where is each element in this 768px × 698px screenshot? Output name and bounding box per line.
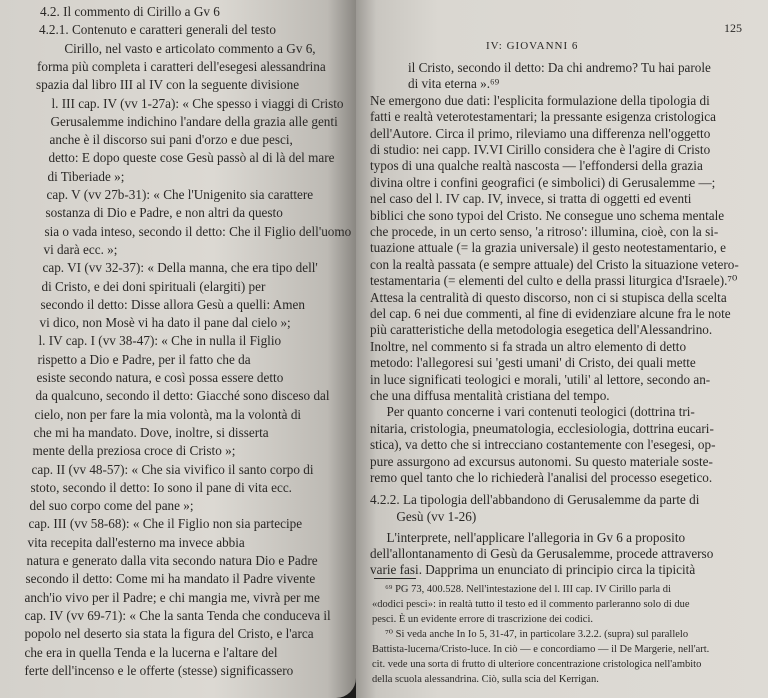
running-head: IV: GIOVANNI 6	[486, 40, 579, 52]
right-text-line: Per quanto concerne i vari contenuti teologici (dottrina tri-	[370, 404, 695, 420]
left-text-line: forma più completa i caratteri dell'esegesi alessandrina	[37, 58, 326, 74]
right-text-line: del cap. 6 nei due commenti, al fine di evidenziare alcune fra le note	[370, 306, 731, 321]
left-text-line: Gerusalemme indichino l'andare della grazia alle genti	[34, 113, 338, 129]
left-text-line: l. IV cap. I (vv 38-47): « Che in nulla il Figlio	[22, 333, 282, 349]
footnote-line: cit. vede una sorta di frutto di ulteriore concentrazione cristologica nell'ambito	[372, 659, 702, 670]
right-text-line: fatti e realtà veterotestamentari; la pressante esigenza cristologica	[370, 109, 717, 125]
right-text-line: più caratteristiche della metodologia esegetica dell'Alessandrino.	[370, 322, 713, 338]
right-text-line: tuazione attuale (= la grazia universale) il gesto neotestamentario, e	[370, 240, 727, 256]
left-text-line: secondo il detto: Come mi ha mandato il Padre vivente	[9, 571, 316, 587]
right-text-line: di vita eterna ».⁶⁹	[408, 76, 500, 92]
section-heading: 4.2.2. La tipologia dell'abbandono di Gerusalemme da parte di	[370, 492, 700, 507]
left-text-line: sia o vada inteso, secondo il detto: Che il Figlio dell'uomo	[28, 223, 352, 239]
left-text-line: l. III cap. IV (vv 1-27a): « Che spesso i viaggi di Cristo	[35, 95, 344, 111]
left-text-line: del suo corpo come del pane »;	[13, 498, 194, 514]
left-text-line: ferte dell'incenso e le offerte (stesse) significassero	[8, 662, 294, 678]
right-text-line: varie fasi. Dapprima un enunciato di principio circa la tipicità	[370, 562, 696, 578]
right-text-line: il Cristo, secondo il detto: Da chi andremo? Tu hai parole	[408, 60, 711, 75]
right-text-line: biblici che sono typoi del Cristo. Ne consegue uno schema mentale	[370, 207, 725, 223]
left-text-line: cap. VI (vv 32-37): « Della manna, che era tipo dell'	[26, 260, 318, 276]
right-text-line: in luce significati teologici e morali, 'utili' al lettore, secondo an-	[370, 371, 711, 387]
right-text-line: testamentaria (= elementi del culto e della prassi liturgica d'Israele).⁷⁰	[370, 273, 738, 289]
page-number: 125	[724, 21, 742, 35]
right-text-line: che procede, in un certo senso, 'a ritroso': illumina, cioè, con la si-	[370, 224, 719, 239]
right-text-line: dell'Autore. Circa il primo, rileviamo una differenza nell'oggetto	[370, 125, 711, 141]
footnote-rule	[374, 578, 416, 579]
footnote-line: della scuola alessandrina. Ciò, sulla scia del Kerrigan.	[372, 674, 599, 685]
left-text-line: secondo il detto: Disse allora Gesù a quelli: Amen	[24, 296, 305, 312]
left-text-line: cielo, non per fare la mia volontà, ma la volontà di	[18, 406, 302, 422]
left-text-line: anch'io vivo per il Padre; e chi mangia me, vivrà per me	[8, 589, 320, 605]
right-text-line: nel caso del l. IV cap. IV, invece, si tratta di oggetti ed eventi	[370, 191, 692, 207]
left-text-line: mente della preziosa croce di Cristo »;	[16, 443, 236, 459]
left-book-page	[0, 0, 356, 698]
right-text-line: metodo: l'allegoresi sui 'gesti umani' di Cristo, dei quali mette	[370, 355, 696, 371]
right-text-line: pure assurgono ad excursus autonomi. Su questo materiale soste-	[370, 453, 713, 469]
right-text-line: Attesa la centralità di questo discorso, non ci si stupisca della scelta	[370, 289, 727, 305]
left-text-line: che era in quella Tenda e la lucerna e l'altare del	[8, 644, 278, 660]
right-text-line: di studio: nei capp. IV.VI Cirillo considera che è l'agire di Cristo	[370, 142, 711, 157]
left-text-line: cap. III (vv 58-68): « Che il Figlio non sia partecipe	[12, 516, 303, 532]
left-text-line: detto: E dopo queste cose Gesù passò al di là del mare	[32, 150, 335, 166]
left-text-line: cap. II (vv 48-57): « Che sia vivifico il santo corpo di	[15, 461, 314, 477]
left-text-line: Cirillo, nel vasto e articolato commento a Gv 6,	[38, 40, 316, 56]
left-text-line: vi dico, non Mosè vi ha dato il pane dal cielo »;	[23, 315, 291, 331]
right-text-line: L'interprete, nell'applicare l'allegoria in Gv 6 a proposito	[370, 530, 686, 545]
left-text-line: vita recepita dall'esterno ma invece abbia	[11, 534, 245, 550]
footnote-line: Battista-lucerna/Cristo-luce. In ciò — e concordiamo — il De Margerie, nell'art.	[372, 644, 710, 655]
left-text-line: 4.2.1. Contenuto e caratteri generali del testo	[39, 22, 276, 38]
left-text-line: di Cristo, e dei doni spirituali (elargiti) per	[25, 278, 266, 294]
left-text-line: 4.2. Il commento di Cirillo a Gv 6	[40, 4, 220, 19]
left-text-line: di Tiberiade »;	[31, 168, 125, 184]
left-text-line: cap. IV (vv 69-71): « Che la santa Tenda che conduceva il	[8, 607, 331, 623]
left-text-line: sostanza di Dio e Padre, e non altri da questo	[29, 205, 283, 221]
left-text-line: natura e generato dalla vita secondo natura Dio e Padre	[10, 553, 318, 568]
right-text-line: typos di una qualche realtà nascosta — l'effondersi della grazia	[370, 158, 703, 174]
left-text-line: da qualcuno, secondo il detto: Giacché sono disceso dal	[19, 388, 330, 404]
left-text-line: stoto, secondo il detto: Io sono il pane di vita ecc.	[14, 479, 292, 495]
right-text-line: Inoltre, nel commento si fa strada un altro elemento di detto	[370, 338, 687, 354]
left-text-line: popolo nel deserto sia stata la figura del Cristo, e l'arca	[8, 626, 314, 642]
left-text-line: cap. V (vv 27b-31): « Che l'Unigenito sia carattere	[30, 187, 314, 202]
right-text-line: nitaria, cristologia, pneumatologia, ecclesiologia, dottrina eucari-	[370, 420, 714, 436]
right-text-line: divina oltre i confini geografici (e simbolici) di Gerusalemme —;	[370, 174, 716, 190]
left-text-line: che mi ha mandato. Dove, inoltre, si disserta	[17, 424, 269, 440]
left-text-line: spazia dal libro III al IV con la seguente divisione	[36, 77, 300, 93]
right-text-line: con la realtà passata (e sempre attuale) del Cristo la situazione vetero-	[370, 256, 739, 272]
footnote-line: ⁷⁰ Si veda anche In Io 5, 31-47, in particolare 3.2.2. (supra) sul parallelo	[372, 629, 689, 640]
left-text-line: anche è il discorso sui pani d'orzo e due pesci,	[33, 132, 293, 148]
right-text-line: Ne emergono due dati: l'esplicita formulazione della tipologia di	[370, 92, 710, 108]
section-heading-cont: Gesù (vv 1-26)	[370, 509, 477, 524]
right-text-line: stica), va detto che si intrecciano costantemente con l'esegesi, op-	[370, 437, 716, 453]
left-text-line: rispetto a Dio e Padre, per il fatto che da	[21, 351, 251, 367]
right-book-page	[356, 0, 768, 698]
footnote-line: «dodici pesci»: in realtà tutto il testo ed il commento parleranno solo di due	[372, 599, 690, 610]
right-text-line: dell'allontanamento di Gesù da Gerusalemme, procede attraverso	[370, 546, 714, 562]
footnote-line: pesci. È un evidente errore di trascrizione dei codici.	[372, 614, 593, 625]
footnote-line: ⁶⁹ PG 73, 400.528. Nell'intestazione del l. III cap. IV Cirillo parla di	[372, 584, 671, 595]
left-text-line: esiste secondo natura, e così possa essere detto	[20, 370, 284, 385]
right-text-line: remo quel tanto che lo richiederà l'analisi del processo esegetico.	[370, 470, 713, 485]
right-text-line: che una diffusa mentalità cristiana del tempo.	[370, 388, 610, 403]
left-text-line: vi darà ecc. »;	[27, 241, 118, 257]
